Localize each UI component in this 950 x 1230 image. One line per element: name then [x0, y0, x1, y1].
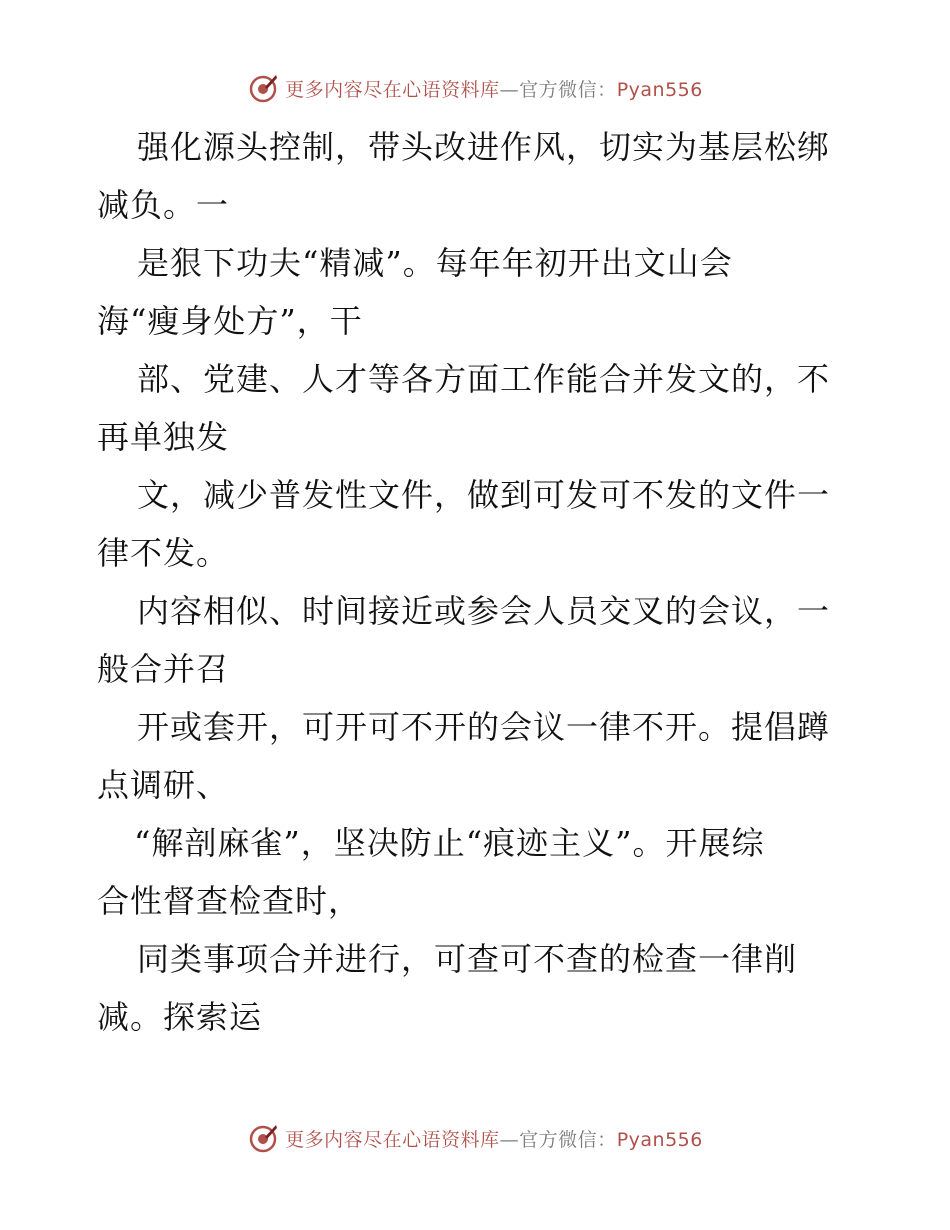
watermark-text: 更多内容尽在心语资料库—官方微信：Pyan556	[285, 78, 703, 101]
brand-logo-icon	[247, 72, 279, 104]
paragraph-line: 是狠下功夫“精减”。每年年初开出文山会	[137, 244, 733, 282]
watermark-text: 更多内容尽在心语资料库—官方微信：Pyan556	[285, 1128, 703, 1151]
header-watermark	[0, 72, 950, 104]
paragraph-line: 内容相似、时间接近或参会人员交叉的会议，一	[137, 592, 831, 630]
footer-watermark	[0, 1122, 950, 1154]
paragraph-line: 开或套开，可开可不开的会议一律不开。提倡蹲	[137, 708, 831, 746]
paragraph-line: 合性督查检查时，	[97, 882, 362, 920]
paragraph-line: “解剖麻雀”，坚决防止“痕迹主义”。开展综	[134, 824, 765, 862]
paragraph-line: 点调研、	[97, 766, 230, 804]
paragraph-line: 部、党建、人才等各方面工作能合并发文的，不	[137, 360, 831, 398]
paragraph-line: 般合并召	[97, 650, 230, 688]
paragraph-line: 文，减少普发性文件，做到可发可不发的文件一	[137, 476, 831, 514]
document-body	[97, 118, 857, 1046]
paragraph-line: 强化源头控制，带头改进作风，切实为基层松绑	[137, 128, 831, 166]
paragraph-line: 同类事项合并进行，可查可不查的检查一律削	[137, 940, 798, 978]
paragraph-line: 减。探索运	[97, 998, 263, 1036]
paragraph-line: 律不发。	[97, 534, 230, 572]
brand-logo-icon	[247, 1122, 279, 1154]
paragraph-line: 海“瘦身处方”，干	[97, 302, 363, 340]
paragraph-line: 减负。一	[97, 186, 230, 224]
paragraph-line: 再单独发	[97, 418, 230, 456]
